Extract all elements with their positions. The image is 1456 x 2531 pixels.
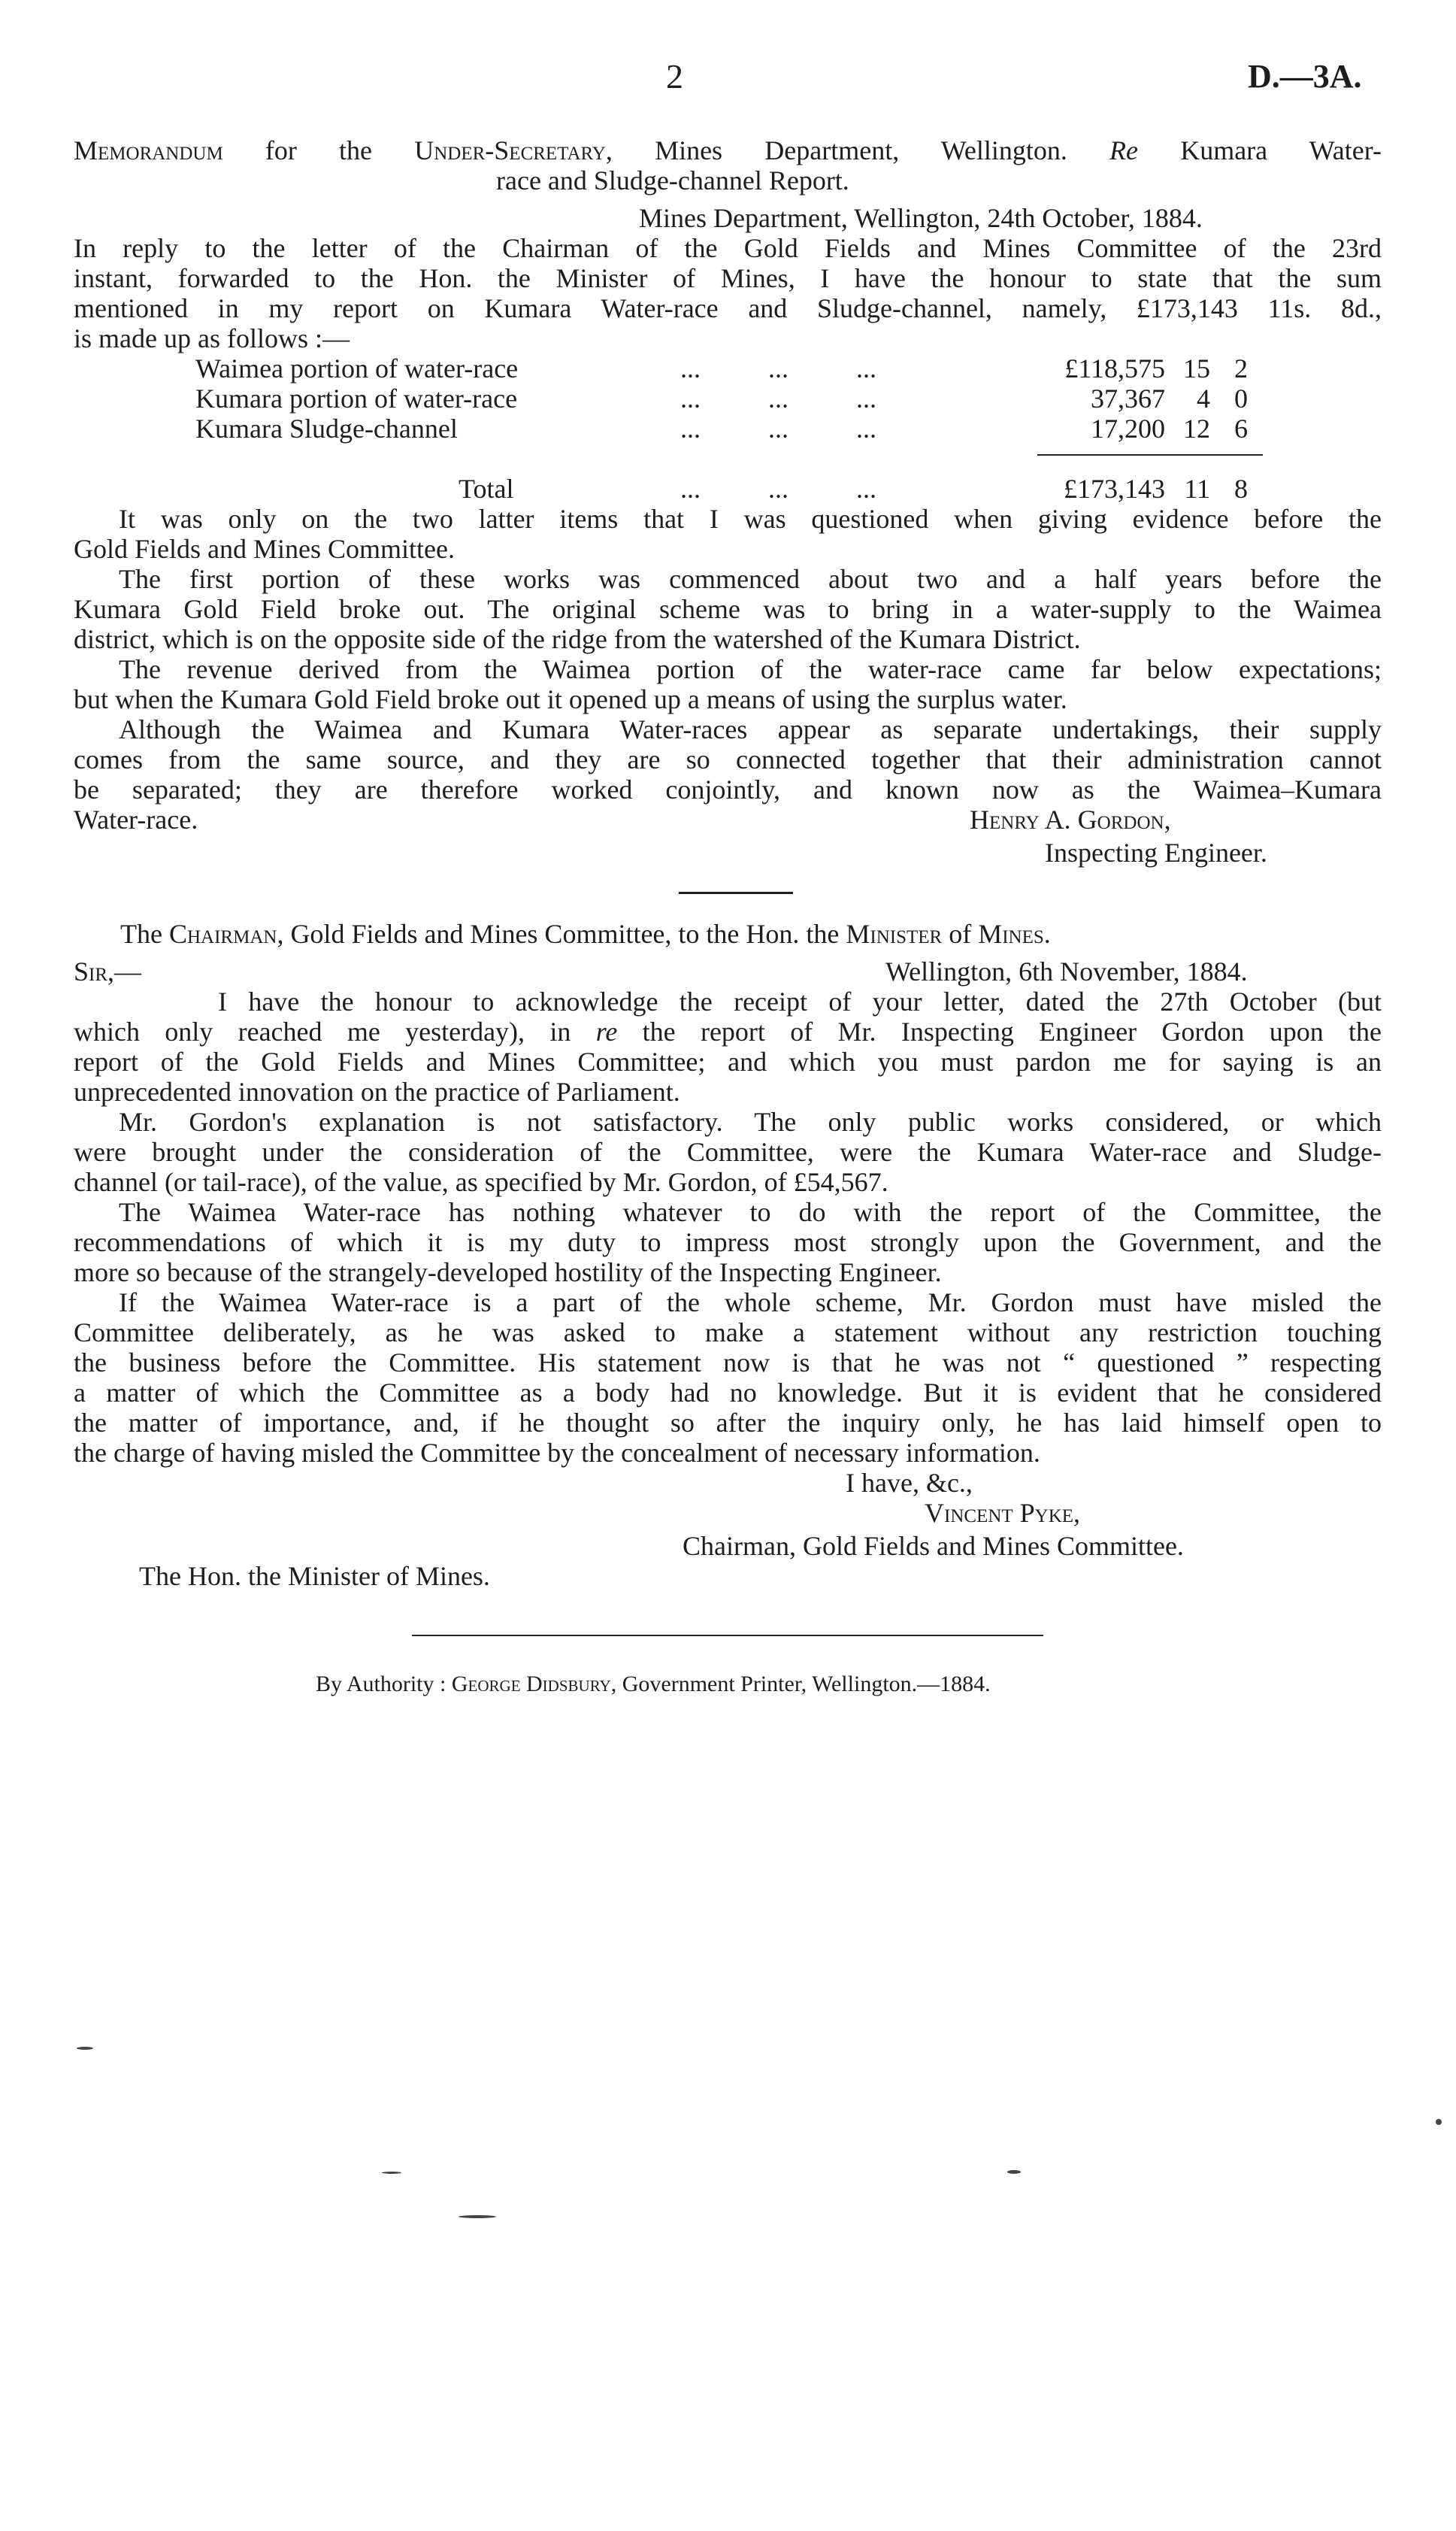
letter-para1-line3: report of the Gold Fields and Mines Committee; and which you must pardon me for saying is an xyxy=(74,1047,1382,1077)
memo-para2-line1: It was only on the two latter items that I was questioned when giving evidence before the xyxy=(119,504,1382,534)
memo-title-dept: , Mines Department, Wellington. xyxy=(605,135,1110,165)
memo-title xyxy=(74,135,1382,165)
row-shillings: 4 xyxy=(1197,383,1210,414)
memo-title-undersecretary: Under-Secretary xyxy=(414,135,606,165)
letter-signer-name: Vincent Pyke, xyxy=(925,1498,1081,1528)
footer-rule xyxy=(412,1635,1043,1636)
total-pounds: £173,143 xyxy=(1064,474,1165,504)
row-pounds: 37,367 xyxy=(1091,383,1165,414)
memo-para3-line1: The first portion of these works was commenced about two and a half years before the xyxy=(119,564,1382,594)
letter-para1-line4: unprecedented innovation on the practice of Parliament. xyxy=(74,1077,680,1107)
letter-para4-line6: the charge of having misled the Committee by the concealment of necessary information. xyxy=(74,1438,1040,1468)
letter-para4-line1: If the Waimea Water-race is a part of the whole scheme, Mr. Gordon must have misled the xyxy=(119,1287,1382,1317)
memo-para3-line2: Kumara Gold Field broke out. The original scheme was to bring in a water-supply to the Waimea xyxy=(74,594,1382,624)
memo-para5-line4: Water-race. xyxy=(74,805,198,835)
letter-addressee: The Hon. the Minister of Mines. xyxy=(139,1561,490,1591)
memo-title-tail: Kumara Water- xyxy=(1138,135,1382,165)
letter-heading xyxy=(120,919,1051,949)
row-shillings: 15 xyxy=(1183,353,1210,383)
letter-para4-line5: the matter of importance, and, if he thought so after the inquiry only, he has laid himself open to xyxy=(74,1408,1382,1438)
letter-dateline: Wellington, 6th November, 1884. xyxy=(885,956,1248,987)
letter-para2-line1: Mr. Gordon's explanation is not satisfactory. The only public works considered, or which xyxy=(119,1107,1382,1137)
memo-para2-line2: Gold Fields and Mines Committee. xyxy=(74,534,455,564)
letter-closing: I have, &c., xyxy=(846,1468,973,1498)
memo-para4-line2: but when the Kumara Gold Field broke out it opened up a means of using the surplus water. xyxy=(74,684,1067,714)
row-label: Kumara portion of water-race xyxy=(195,383,518,414)
letter-heading-mines: Mines xyxy=(978,919,1044,949)
row-label: Waimea portion of water-race xyxy=(195,353,519,383)
scan-speck xyxy=(1436,2119,1442,2125)
memo-dateline: Mines Department, Wellington, 24th October, 1884. xyxy=(639,203,1203,233)
letter-heading-c: of xyxy=(942,919,979,949)
memo-para5-line2: comes from the same source, and they are so connected together that their administration cannot xyxy=(74,744,1382,774)
row-pounds: £118,575 xyxy=(1064,353,1165,383)
letter-para2-line2: were brought under the consideration of the Committee, were the Kumara Water-race and Sludge- xyxy=(74,1137,1382,1167)
row-pence: 0 xyxy=(1234,383,1248,414)
letter-para2-line3: channel (or tail-race), of the value, as specified by Mr. Gordon, of £54,567. xyxy=(74,1167,888,1197)
memo-signer-title: Inspecting Engineer. xyxy=(1045,838,1267,868)
total-leaders: ... ... ... xyxy=(680,474,876,504)
letter-para3-line2: recommendations of which it is my duty to impress most strongly upon the Government, and the xyxy=(74,1227,1382,1257)
imprint-a: By Authority : xyxy=(316,1672,452,1696)
row-leaders: ... ... ... xyxy=(680,414,876,444)
letter-para4-line4: a matter of which the Committee as a body had no knowledge. But it is evident that he considered xyxy=(74,1378,1382,1408)
letter-signer-title: Chairman, Gold Fields and Mines Committee. xyxy=(683,1531,1184,1561)
letter-para3-line3: more so because of the strangely-developed hostility of the Inspecting Engineer. xyxy=(74,1257,942,1287)
letter-para3-line1: The Waimea Water-race has nothing whatever to do with the report of the Committee, the xyxy=(119,1197,1382,1227)
total-pence: 8 xyxy=(1234,474,1248,504)
row-pounds: 17,200 xyxy=(1091,414,1165,444)
printer-imprint xyxy=(316,1671,991,1698)
row-leaders: ... ... ... xyxy=(680,353,876,383)
memo-title-re: Re xyxy=(1109,135,1138,165)
page-number: 2 xyxy=(666,57,683,95)
re-italic: re xyxy=(595,1017,618,1047)
row-leaders: ... ... ... xyxy=(680,383,876,414)
letter-heading-minister: Minister xyxy=(846,919,943,949)
letter-heading-b: , Gold Fields and Mines Committee, to the Hon. the xyxy=(277,919,846,949)
memo-para1-line1: In reply to the letter of the Chairman of the Gold Fields and Mines Committee of the 23rd xyxy=(74,233,1382,263)
document-reference: D.—3A. xyxy=(1248,58,1362,95)
memo-para3-line3: district, which is on the opposite side of the ridge from the watershed of the Kumara District. xyxy=(74,624,1081,654)
memo-para4-line1: The revenue derived from the Waimea portion of the water-race came far below expectations; xyxy=(119,654,1382,684)
memo-para1-line2: instant, forwarded to the Hon. the Minister of Mines, I have the honour to state that the sum xyxy=(74,263,1382,293)
letter-para4-line2: Committee deliberately, as he was asked to make a statement without any restriction touching xyxy=(74,1317,1382,1347)
section-divider xyxy=(679,892,793,894)
imprint-b: , Government Printer, Wellington.—1884. xyxy=(610,1672,991,1696)
row-shillings: 12 xyxy=(1183,414,1210,444)
scan-speck xyxy=(1007,2170,1021,2174)
letter-para1-line2: which only reached me yesterday), in re the report of Mr. Inspecting Engineer Gordon upon the xyxy=(74,1017,1382,1047)
letter-para4-line3: the business before the Committee. His statement now is that he was not “ questioned ” respecting xyxy=(74,1347,1382,1378)
letter-salutation: Sir,— xyxy=(74,956,142,987)
memo-para1-line4: is made up as follows :— xyxy=(74,323,350,353)
memo-signer-name: Henry A. Gordon, xyxy=(970,805,1171,835)
row-pence: 6 xyxy=(1234,414,1248,444)
row-label: Kumara Sludge-channel xyxy=(195,414,458,444)
total-rule xyxy=(1037,454,1263,456)
memo-title-lead: Memorandum xyxy=(74,135,223,165)
memo-para1-line3: mentioned in my report on Kumara Water-race and Sludge-channel, namely, £173,143 11s. 8d., xyxy=(74,293,1382,323)
scan-speck xyxy=(459,2215,496,2218)
letter-heading-d: . xyxy=(1043,919,1051,949)
imprint-printer: George Didsbury xyxy=(451,1672,611,1696)
total-label: Total xyxy=(459,474,514,504)
letter-heading-chairman: Chairman xyxy=(168,919,277,949)
memo-para5-line3: be separated; they are therefore worked conjointly, and known now as the Waimea–Kumara xyxy=(74,774,1382,805)
memo-title-mid: for the xyxy=(222,135,415,165)
scan-speck xyxy=(382,2172,401,2174)
memo-para5-line1: Although the Waimea and Kumara Water-races appear as separate undertakings, their supply xyxy=(119,714,1382,744)
scan-speck xyxy=(77,2047,93,2050)
memo-title-line2: race and Sludge-channel Report. xyxy=(496,165,849,196)
letter-para1-line1: I have the honour to acknowledge the receipt of your letter, dated the 27th October (but xyxy=(218,987,1382,1017)
letter-heading-a: The xyxy=(120,919,169,949)
row-pence: 2 xyxy=(1234,353,1248,383)
total-shillings: 11 xyxy=(1184,474,1210,504)
